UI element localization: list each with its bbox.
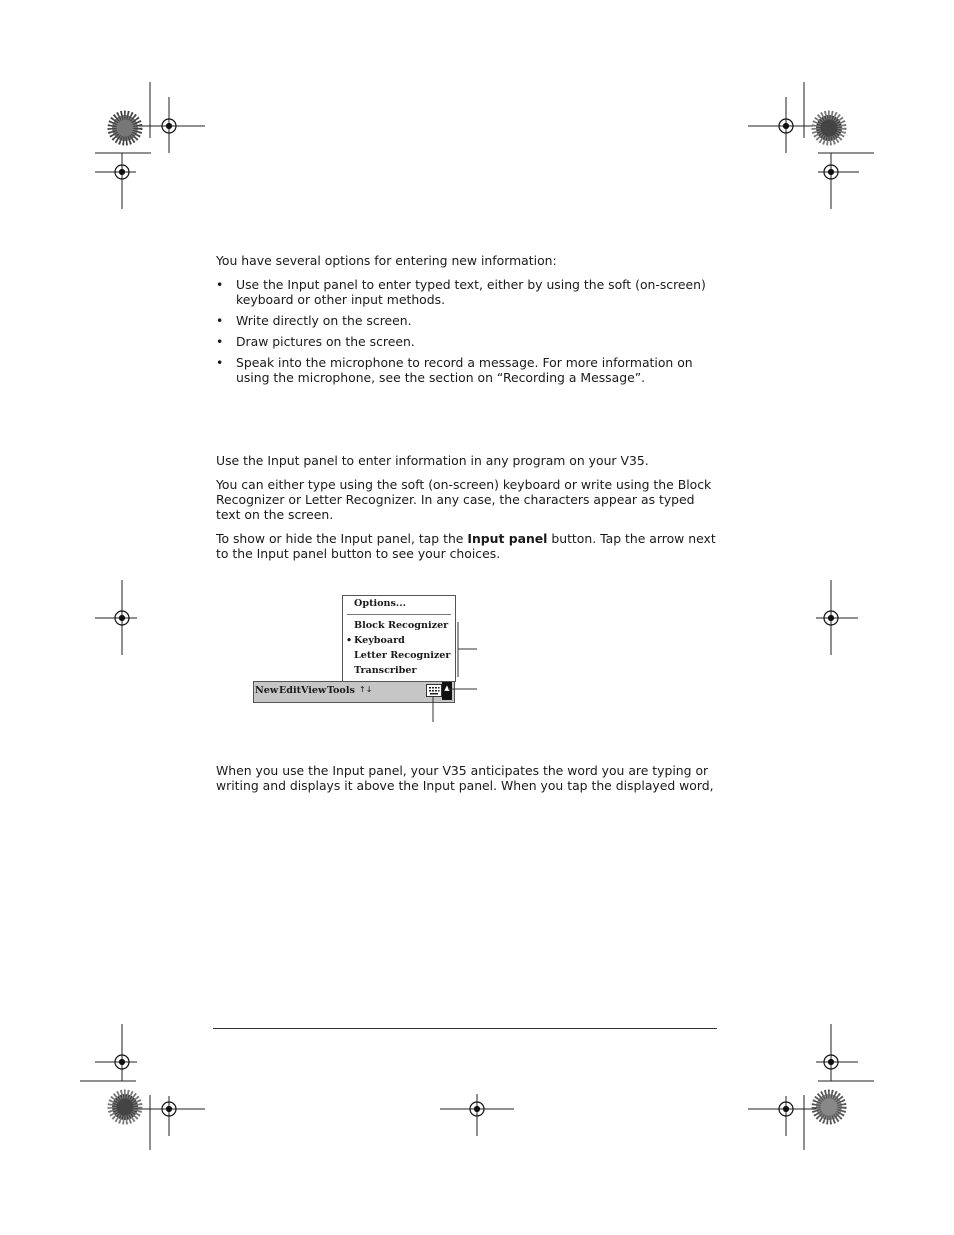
- menu-tools[interactable]: Tools: [327, 685, 355, 696]
- list-item: • Use the Input panel to enter typed text, either by using the soft (on-screen) keyboard or other input methods.: [216, 277, 716, 307]
- menu-item-keyboard[interactable]: Keyboard: [354, 635, 405, 646]
- input-panel-methods: You can either type using the soft (on-screen) keyboard or write using the Block Recognizer or Letter Recognizer. In any case, the characters appear as typed text on the screen.: [216, 477, 712, 522]
- sip-icon[interactable]: ↑↓: [359, 685, 373, 694]
- list-item: • Write directly on the screen.: [216, 313, 716, 328]
- options-menu-item[interactable]: Options...: [354, 598, 406, 609]
- input-panel-term: Input panel: [467, 531, 548, 546]
- menu-view[interactable]: View: [301, 685, 327, 696]
- instruction-text: To show or hide the Input panel, tap the: [216, 531, 468, 546]
- list-item: • Draw pictures on the screen.: [216, 334, 716, 349]
- word-suggestion-text: When you use the Input panel, your V35 anticipates the word you are typing or writing and displays it above the Input panel. When you tap the displayed word,: [216, 763, 714, 793]
- up-arrow-icon: ▲: [444, 684, 450, 692]
- footer-rule: [213, 1028, 717, 1029]
- menu-edit[interactable]: Edit: [279, 685, 302, 696]
- instruction-text: button. Tap the arrow next to the Input panel button to see your choices.: [216, 531, 716, 561]
- intro-text: You have several options for entering new information:: [216, 253, 557, 268]
- input-panel-intro: Use the Input panel to enter information in any program on your V35.: [216, 453, 649, 468]
- menu-item-letter-recognizer[interactable]: Letter Recognizer: [354, 650, 451, 661]
- menu-item-transcriber[interactable]: Transcriber: [354, 665, 417, 676]
- selected-marker: •: [346, 635, 353, 646]
- menu-item-block-recognizer[interactable]: Block Recognizer: [354, 620, 449, 631]
- menu-new[interactable]: New: [255, 685, 279, 696]
- list-item: • Speak into the microphone to record a message. For more information on using the microphone, see the section on “Recording a Message”.: [216, 355, 716, 385]
